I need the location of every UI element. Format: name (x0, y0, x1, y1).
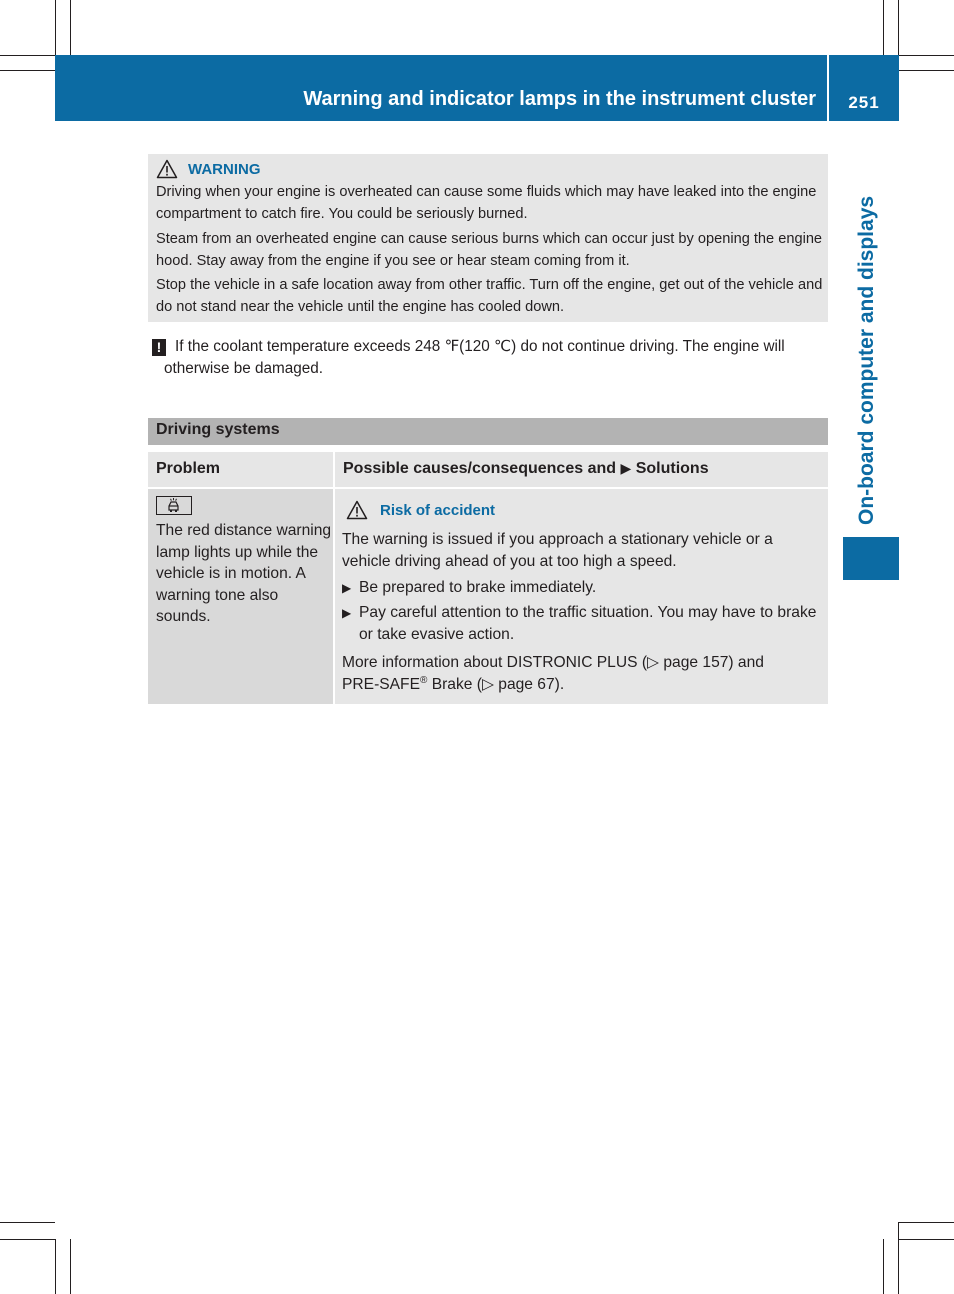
crop-mark (899, 70, 954, 71)
crop-mark (0, 1222, 55, 1223)
table-header-label: Problem (156, 460, 221, 477)
crop-mark (0, 55, 55, 56)
crop-mark (898, 1222, 899, 1294)
warning-label: WARNING (188, 160, 261, 178)
chapter-tab (843, 537, 899, 580)
warning-paragraph: Stop the vehicle in a safe location away from other traffic. Turn off the engine, get out of the vehicle and do not stand near the vehicle until the engine has cooled down. (156, 277, 823, 315)
page-title: Warning and indicator lamps in the instrument cluster (303, 88, 816, 110)
crop-mark (0, 1239, 55, 1240)
crop-mark (898, 0, 899, 55)
warning-heading (156, 159, 261, 179)
warning-paragraph: Steam from an overheated engine can cause serious burns which can occur just by opening the engine hood. Stay away from the engine if you see or hear steam coming from it. (156, 231, 823, 269)
brake-reference: Brake (▷ page 67). (427, 675, 565, 693)
arrow-icon: ▶ (620, 460, 632, 476)
crop-mark (70, 0, 71, 55)
crop-mark (70, 1239, 71, 1294)
bullet-arrow-icon: ▶ (342, 581, 352, 595)
table-header-causes (335, 452, 828, 487)
problem-description: The red distance warning lamp lights up while the vehicle is in motion. A warning tone also sounds. (156, 522, 332, 625)
more-info-line: More information about DISTRONIC PLUS (▷ page 157) and (342, 654, 764, 671)
chapter-label: On-board computer and displays (855, 195, 878, 525)
exclamation-icon: ! (152, 339, 166, 356)
solution-bullet: Be prepared to brake immediately. (359, 579, 597, 596)
solution-bullet: Pay careful attention to the traffic situation. You may have to brake or take evasive action. (359, 604, 817, 643)
risk-label: Risk of accident (380, 501, 496, 519)
table-header-problem (148, 452, 333, 487)
warning-triangle-icon (346, 500, 368, 520)
risk-heading (346, 500, 495, 520)
distance-warning-lamp-icon (156, 496, 192, 515)
causes-label: Possible causes/consequences and (343, 460, 617, 477)
section-title: Driving systems (156, 421, 280, 438)
table-header-label (343, 460, 709, 478)
crop-mark (55, 0, 56, 55)
crop-mark (899, 1222, 954, 1223)
crop-mark (883, 1239, 884, 1294)
page-number: 251 (848, 93, 880, 112)
solutions-label: Solutions (635, 460, 709, 477)
warning-triangle-icon (156, 159, 178, 179)
crop-mark (0, 70, 55, 71)
solution-intro: The warning is issued if you approach a stationary vehicle or a vehicle driving ahead of you at too high a speed. (342, 531, 773, 570)
crop-mark (899, 55, 954, 56)
more-info (342, 652, 824, 695)
note-text: If the coolant temperature exceeds 248 ℉(120 ℃) do not continue driving. The engine will otherwise be damaged. (164, 338, 785, 377)
warning-paragraph: Driving when your engine is overheated can cause some fluids which may have leaked into the engine compartment to catch fire. You could be seriously burned. (156, 184, 817, 222)
crop-mark (899, 1239, 954, 1240)
registered-mark: ® (419, 674, 428, 686)
pre-safe-label: PRE-SAFE (342, 675, 420, 693)
crop-mark (883, 0, 884, 55)
bullet-arrow-icon: ▶ (342, 606, 352, 620)
car-warning-icon (157, 497, 190, 513)
crop-mark (55, 1239, 56, 1294)
